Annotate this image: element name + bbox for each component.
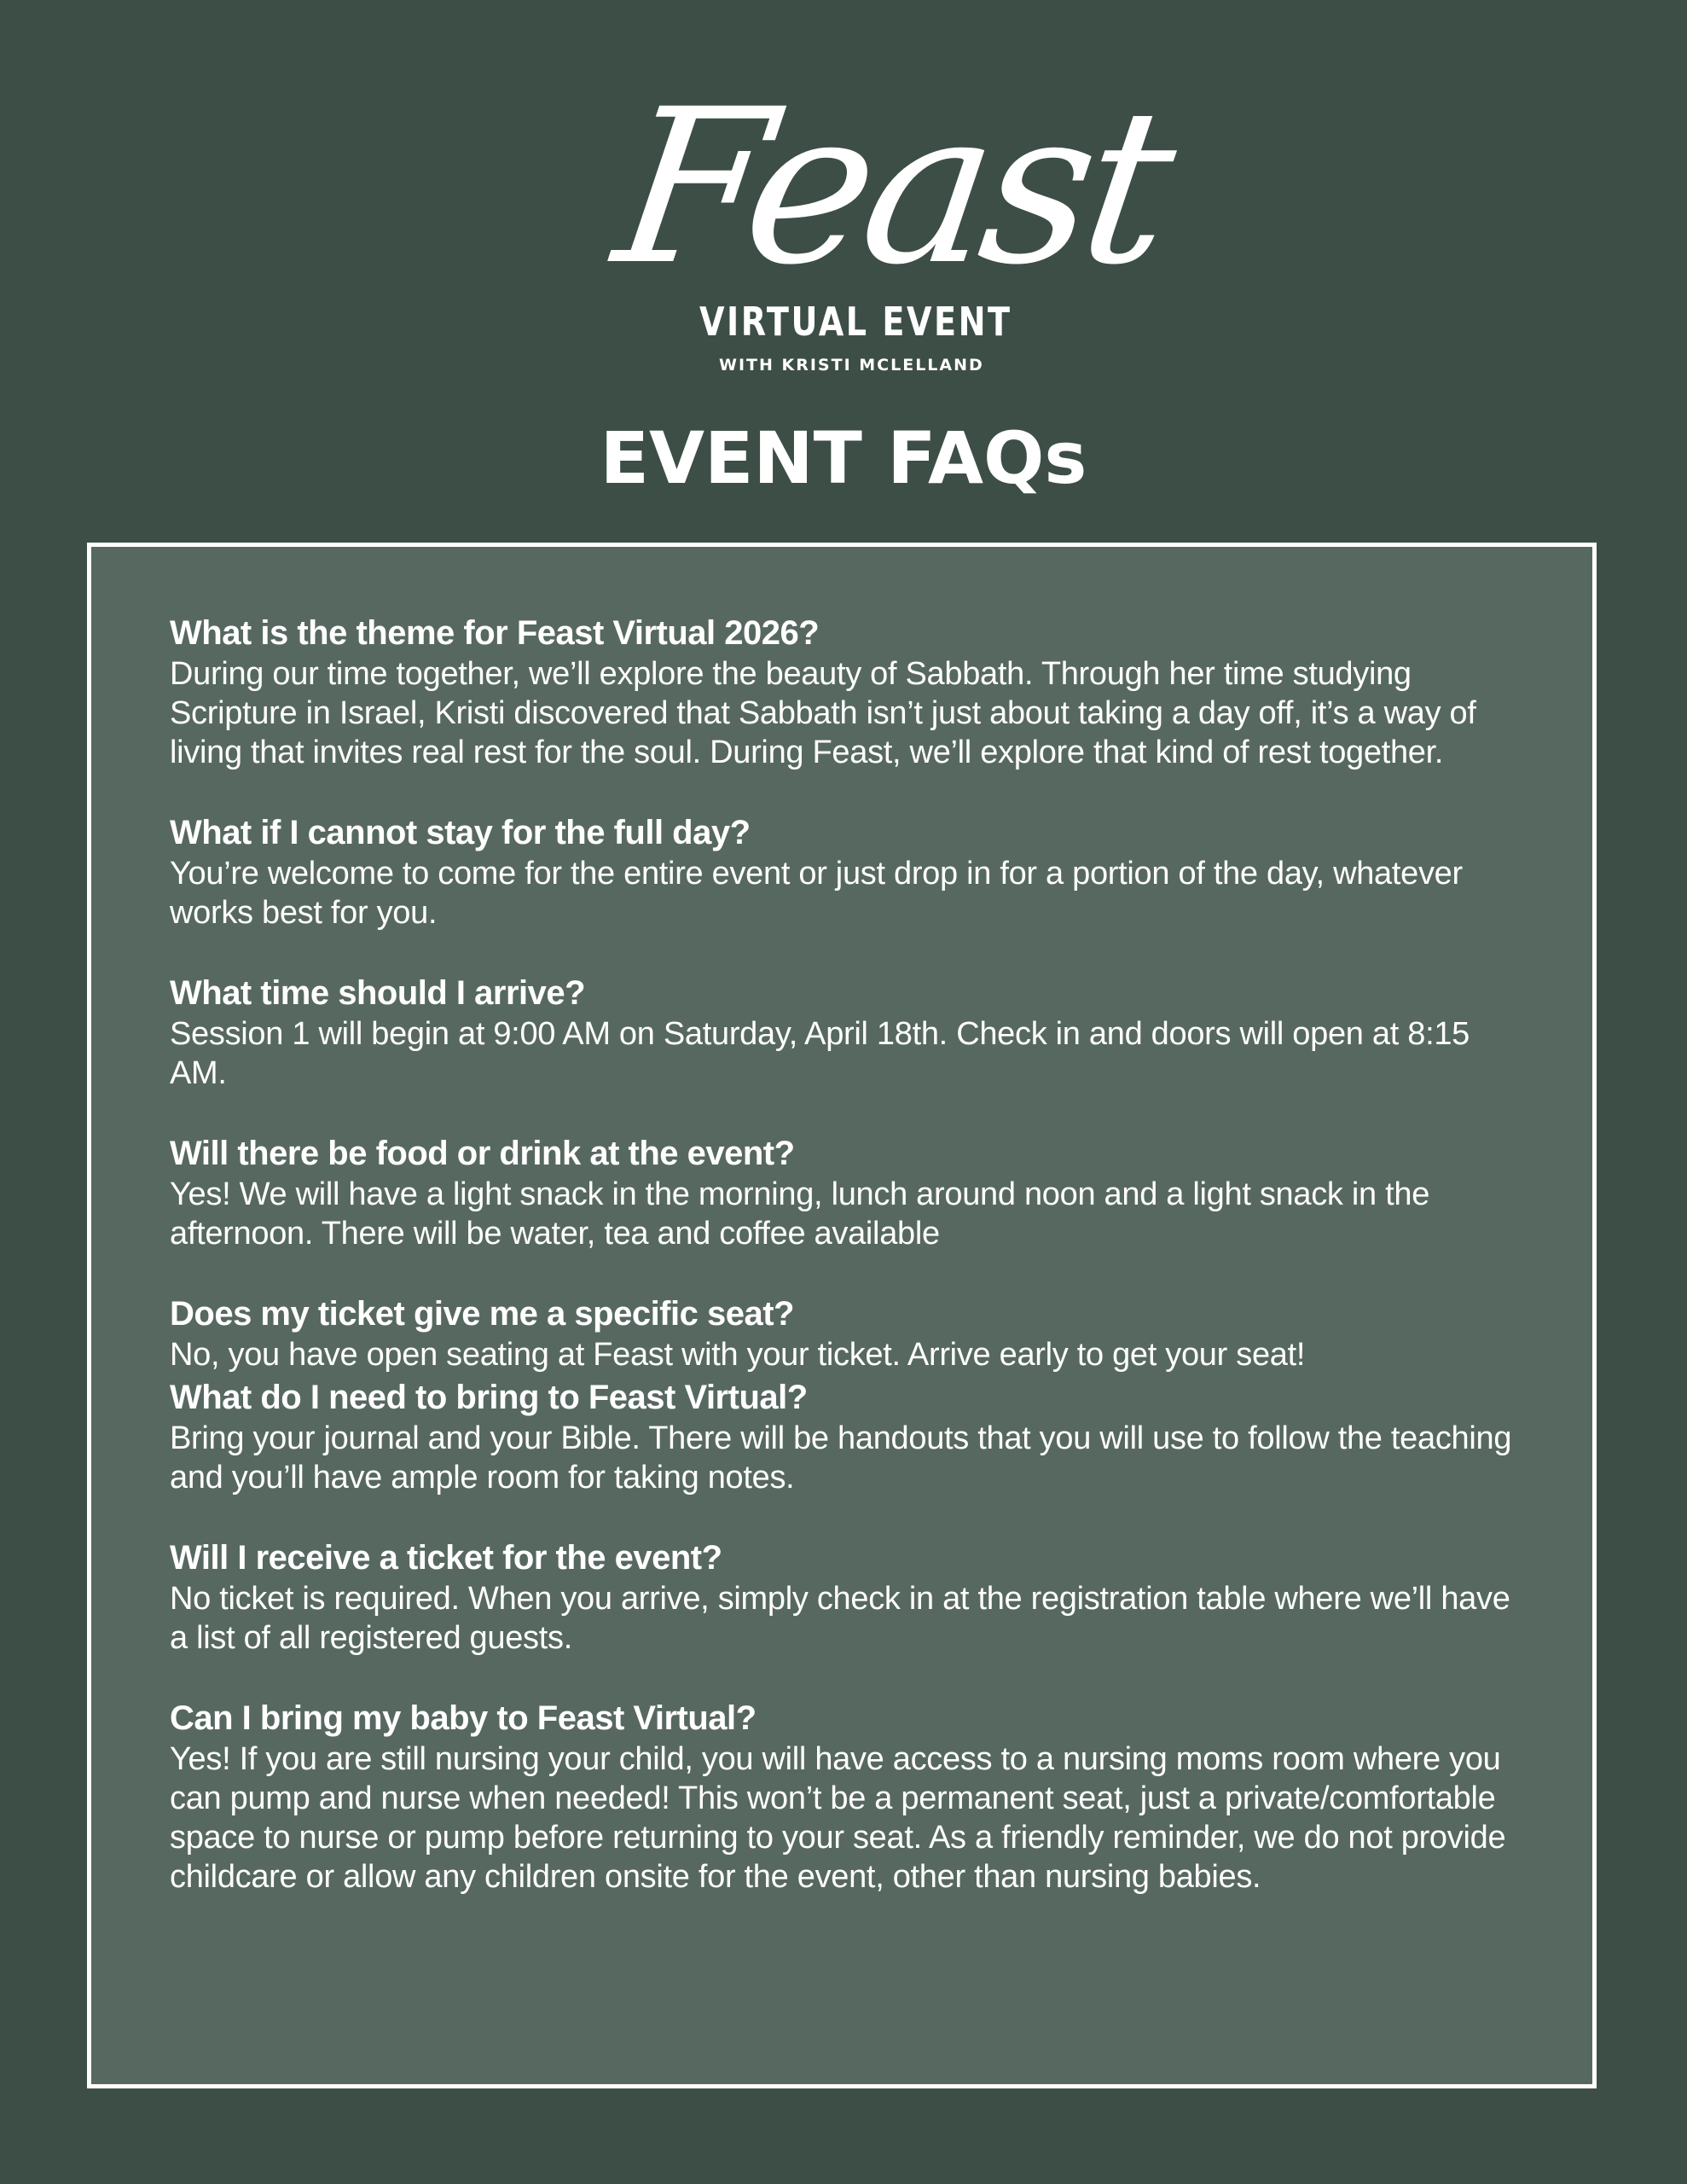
faq-item <box>170 811 1524 932</box>
faq-question: What is the theme for Feast Virtual 2026? <box>170 614 820 652</box>
faq-answer: No, you have open seating at Feast with your ticket. Arrive early to get your seat! <box>170 1337 1306 1373</box>
faq-question: Can I bring my baby to Feast Virtual? <box>170 1699 757 1737</box>
faq-panel <box>87 543 1597 2088</box>
faq-answer: Yes! If you are still nursing your child, you will have access to a nursing moms room where you can pump and nurse when needed! This won’t be a permanent seat, just a private/comfortable space to nurse or pump before returning to your seat. As a friendly reminder, we do not provide childcare or allow any children onsite for the event, other than nursing babies. <box>170 1741 1506 1895</box>
feast-logo <box>597 63 1181 380</box>
faq-question: What time should I arrive? <box>170 974 586 1012</box>
faq-answer: No ticket is required. When you arrive, simply check in at the registration table where we’ll have a list of all registered guests. <box>170 1581 1510 1656</box>
faq-answer: You’re welcome to come for the entire event or just drop in for a portion of the day, whatever works best for you. <box>170 856 1463 931</box>
logo-script-wordmark: Feast <box>603 63 1181 311</box>
logo-subtitle: VIRTUAL EVENT <box>699 299 1012 345</box>
faq-item <box>170 1536 1524 1658</box>
faq-answer: Yes! We will have a light snack in the morning, lunch around noon and a light snack in the afternoon. There will be water, tea and coffee available <box>170 1176 1430 1252</box>
faq-question: What do I need to bring to Feast Virtual? <box>170 1379 808 1416</box>
faq-item <box>170 612 1524 772</box>
faq-question: Will there be food or drink at the event? <box>170 1135 795 1172</box>
faq-item <box>170 1292 1524 1374</box>
faq-answer: During our time together, we’ll explore the beauty of Sabbath. Through her time studying Scripture in Israel, Kristi discovered that Sabbath isn’t just about taking a day off, it’s a way of living that invites real rest for the soul. During Feast, we’ll explore that kind of rest together. <box>170 656 1476 770</box>
faq-item <box>170 1697 1524 1896</box>
faq-item <box>170 1376 1524 1497</box>
faq-question: Does my ticket give me a specific seat? <box>170 1295 794 1333</box>
faq-question: What if I cannot stay for the full day? <box>170 814 751 851</box>
faq-answer: Session 1 will begin at 9:00 AM on Saturday, April 18th. Check in and doors will open at 8:15 AM. <box>170 1016 1470 1091</box>
faq-item <box>170 1132 1524 1253</box>
faq-answer: Bring your journal and your Bible. There will be handouts that you will use to follow the teaching and you’ll have ample room for taking notes. <box>170 1420 1512 1496</box>
faq-item <box>170 972 1524 1093</box>
page-title: EVENT FAQs <box>600 416 1087 500</box>
faq-question: Will I receive a ticket for the event? <box>170 1539 722 1577</box>
logo-byline: WITH KRISTI MCLELLAND <box>719 356 984 375</box>
